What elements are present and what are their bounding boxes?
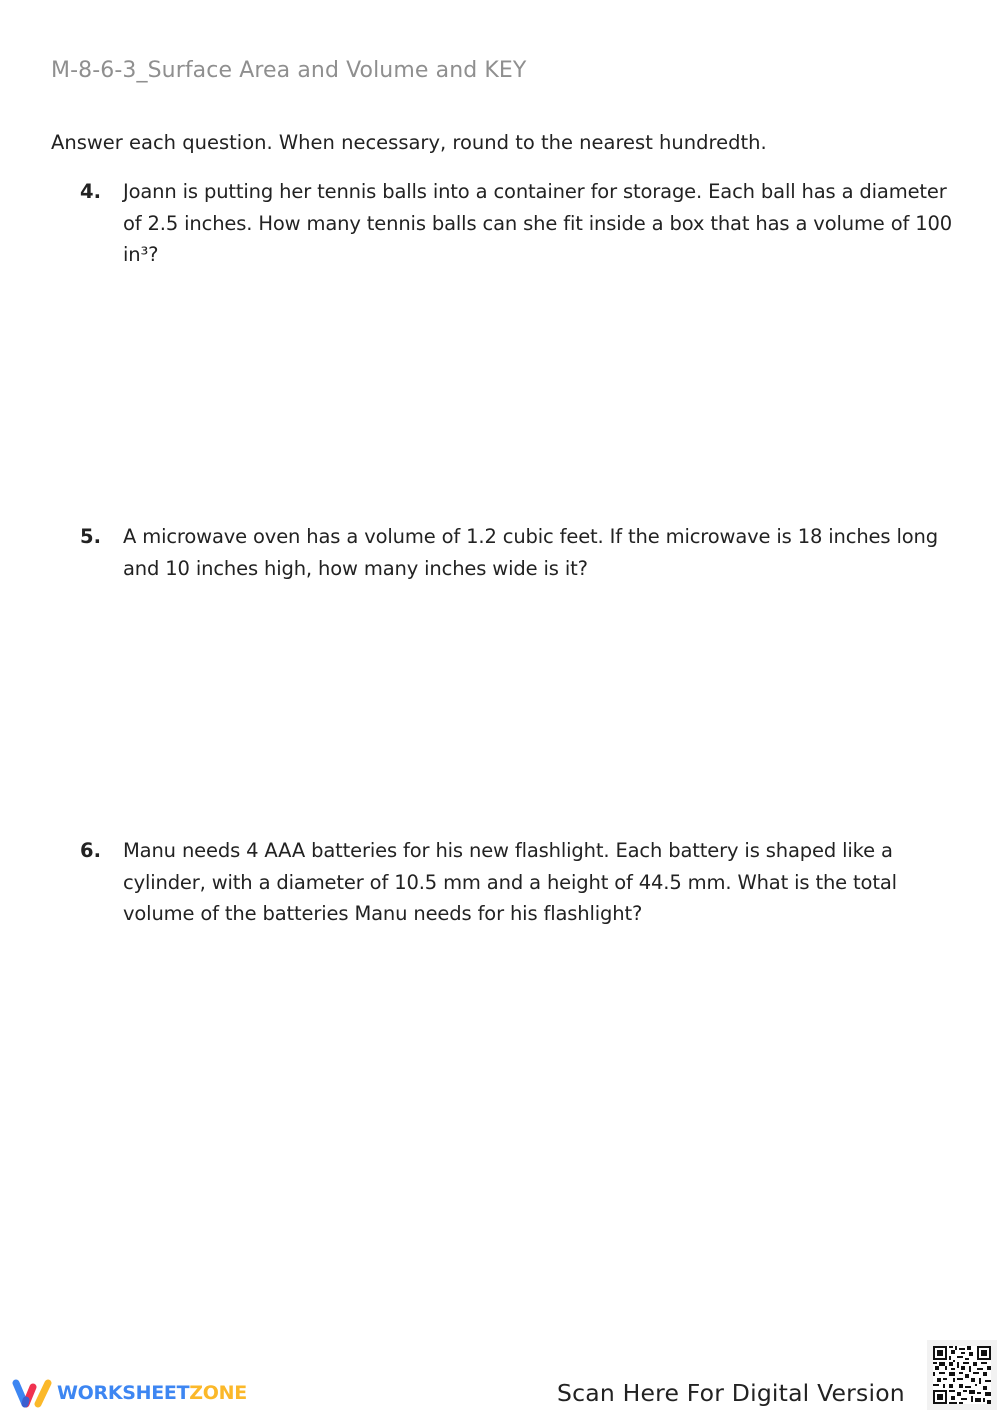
scan-label: Scan Here For Digital Version — [557, 1379, 905, 1407]
worksheetzone-w-logo-icon — [10, 1376, 52, 1410]
brand-name — [57, 1376, 247, 1410]
question-6 — [80, 835, 960, 930]
question-text: Manu needs 4 AAA batteries for his new flashlight. Each battery is shaped like a cylinder, with a diameter of 10.5 mm and a height of 44.5 mm. What is the total volume of the batteries Manu needs for his flashlight? — [123, 839, 897, 925]
question-4 — [80, 176, 960, 271]
question-number: 5. — [80, 525, 101, 548]
question-number: 6. — [80, 839, 101, 862]
instructions: Answer each question. When necessary, round to the nearest hundredth. — [51, 131, 767, 154]
brand-name-part2: ZONE — [189, 1382, 247, 1404]
brand-name-part1: WORKSHEET — [57, 1382, 190, 1404]
question-5 — [80, 521, 960, 584]
question-text: Joann is putting her tennis balls into a container for storage. Each ball has a diameter of 2.5 inches. How many tennis balls can she fit inside a box that has a volume of 100 in³? — [123, 180, 953, 266]
question-text: A microwave oven has a volume of 1.2 cubic feet. If the microwave is 18 inches long and 10 inches high, how many inches wide is it? — [123, 525, 938, 580]
document-title: M-8-6-3_Surface Area and Volume and KEY — [51, 58, 527, 83]
qr-code-icon[interactable] — [927, 1340, 997, 1410]
question-number: 4. — [80, 180, 101, 203]
worksheetzone-logo[interactable] — [10, 1376, 247, 1410]
